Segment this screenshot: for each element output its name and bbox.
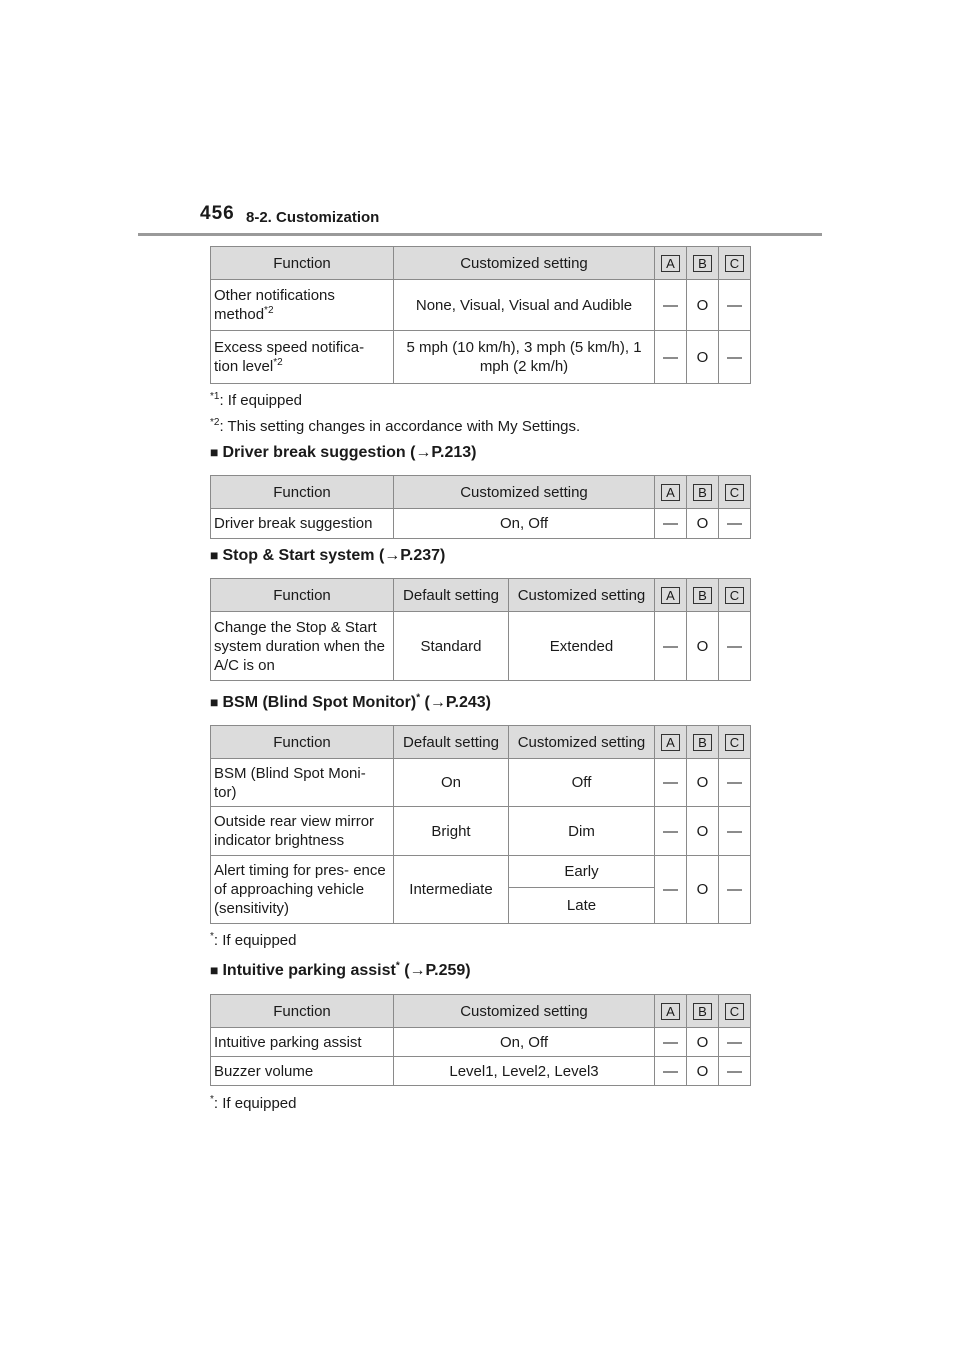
col-c [719,579,751,612]
footnote-bsm: *: If equipped [210,931,297,949]
mark-c-cell: — [719,509,751,539]
default-cell: Bright [394,807,509,856]
default-cell: On [394,759,509,807]
mark-a-icon: A [661,734,680,751]
mark-c-icon: C [725,1003,744,1020]
col-default-setting: Default setting [394,726,509,759]
arrow-icon: → [415,444,432,461]
mark-b-cell: O [687,807,719,856]
col-a [655,579,687,612]
col-b [687,995,719,1028]
table-row [211,612,751,681]
table-header-row [211,579,751,612]
arrow-icon: → [409,962,426,979]
mark-c-icon: C [725,587,744,604]
mark-b-cell: O [687,612,719,681]
heading-bsm: ■ BSM (Blind Spot Monitor)* (→P.243) [210,692,491,711]
table-header-row [211,247,751,280]
function-cell: Other notifications method$^{*2}$ [211,280,394,331]
setting-cell: Late [509,888,655,924]
driver-break-table [210,475,751,539]
mark-b-icon: B [693,587,712,604]
function-cell: Change the Stop & Start system duration when the A/C is on [211,612,394,681]
mark-c-cell: — [719,759,751,807]
mark-c-icon: C [725,255,744,272]
col-a [655,726,687,759]
heading-driver-break: ■ Driver break suggestion (→P.213) [210,444,477,461]
header-rule [138,233,822,236]
default-cell: Standard [394,612,509,681]
table-row [211,1028,751,1057]
col-function: Function [211,726,394,759]
col-customized-setting: Customized setting [394,995,655,1028]
setting-cell: On, Off [394,1028,655,1057]
footnote-ipa: *: If equipped [210,1094,297,1112]
setting-cell: Early [509,856,655,888]
col-customized-setting: Customized setting [509,579,655,612]
mark-c-cell: — [719,331,751,384]
page-link[interactable]: P.213) [431,444,477,461]
mark-a-icon: A [661,484,680,501]
mark-b-icon: B [693,484,712,501]
page-link[interactable]: P.243) [445,694,491,711]
mark-a-icon: A [661,255,680,272]
col-customized-setting: Customized setting [509,726,655,759]
function-cell: Outside rear view mirror indicator brightness [211,807,394,856]
mark-b-cell: O [687,331,719,384]
mark-b-cell: O [687,509,719,539]
col-customized-setting: Customized setting [394,476,655,509]
mark-b-cell: O [687,759,719,807]
col-a [655,247,687,280]
setting-cell: 5 mph (10 km/h), 3 mph (5 km/h), 1 mph (2 km/h) [394,331,655,384]
mark-c-cell: — [719,1028,751,1057]
mark-a-cell: — [655,1028,687,1057]
col-b [687,247,719,280]
bsm-table [210,725,751,924]
function-cell: Intuitive parking assist [211,1028,394,1057]
function-cell: Buzzer volume [211,1057,394,1086]
mark-a-cell: — [655,612,687,681]
col-c [719,995,751,1028]
table-header-row [211,995,751,1028]
arrow-icon: → [429,694,446,711]
col-function: Function [211,579,394,612]
footnote-2: $^{*2}$: This setting changes in accordance with My Settings. [210,417,581,435]
function-cell: Driver break suggestion [211,509,394,539]
mark-a-cell: — [655,856,687,924]
table-row [211,807,751,856]
notifications-table [210,246,751,384]
square-bullet-icon: ■ [210,547,219,563]
col-customized-setting: Customized setting [394,247,655,280]
mark-b-icon: B [693,734,712,751]
col-function: Function [211,247,394,280]
setting-cell: Level1, Level2, Level3 [394,1057,655,1086]
function-cell: Excess speed notifica- tion level$^{*2}$ [211,331,394,384]
heading-ipa: ■ Intuitive parking assist* (→P.259) [210,960,471,979]
col-function: Function [211,476,394,509]
mark-a-cell: — [655,331,687,384]
page-number: 456 [200,203,235,224]
setting-cell: On, Off [394,509,655,539]
col-c [719,247,751,280]
setting-cell: Off [509,759,655,807]
setting-cell: Extended [509,612,655,681]
col-b [687,726,719,759]
function-cell: BSM (Blind Spot Moni- tor) [211,759,394,807]
heading-stop-start: ■ Stop & Start system (→P.237) [210,547,446,564]
col-a [655,476,687,509]
mark-a-icon: A [661,587,680,604]
square-bullet-icon: ■ [210,694,219,710]
table-row [211,331,751,384]
default-cell: Intermediate [394,856,509,924]
page-link[interactable]: P.237) [400,547,446,564]
square-bullet-icon: ■ [210,444,219,460]
mark-b-cell: O [687,856,719,924]
table-row [211,856,751,888]
table-row [211,1057,751,1086]
mark-c-cell: — [719,807,751,856]
setting-cell: None, Visual, Visual and Audible [394,280,655,331]
mark-c-icon: C [725,734,744,751]
mark-b-cell: O [687,280,719,331]
mark-a-icon: A [661,1003,680,1020]
table-header-row [211,476,751,509]
mark-c-cell: — [719,612,751,681]
mark-c-cell: — [719,856,751,924]
mark-b-cell: O [687,1028,719,1057]
col-c [719,726,751,759]
col-default-setting: Default setting [394,579,509,612]
stop-start-table [210,578,751,681]
mark-a-cell: — [655,1057,687,1086]
col-b [687,579,719,612]
col-a [655,995,687,1028]
mark-b-icon: B [693,255,712,272]
mark-a-cell: — [655,807,687,856]
mark-c-icon: C [725,484,744,501]
col-function: Function [211,995,394,1028]
mark-a-cell: — [655,759,687,807]
function-cell: Alert timing for pres- ence of approaching vehicle (sensitivity) [211,856,394,924]
ipa-table [210,994,751,1086]
page-link[interactable]: P.259) [425,962,471,979]
col-c [719,476,751,509]
mark-c-cell: — [719,280,751,331]
mark-b-cell: O [687,1057,719,1086]
mark-a-cell: — [655,280,687,331]
mark-c-cell: — [719,1057,751,1086]
arrow-icon: → [384,547,401,564]
mark-b-icon: B [693,1003,712,1020]
setting-cell: Dim [509,807,655,856]
table-row [211,280,751,331]
footnote-1: $^{*1}$: If equipped [210,391,303,409]
table-row [211,509,751,539]
col-b [687,476,719,509]
mark-a-cell: — [655,509,687,539]
table-header-row [211,726,751,759]
table-row [211,759,751,807]
section-title: 8-2. Customization [246,209,380,226]
square-bullet-icon: ■ [210,962,219,978]
